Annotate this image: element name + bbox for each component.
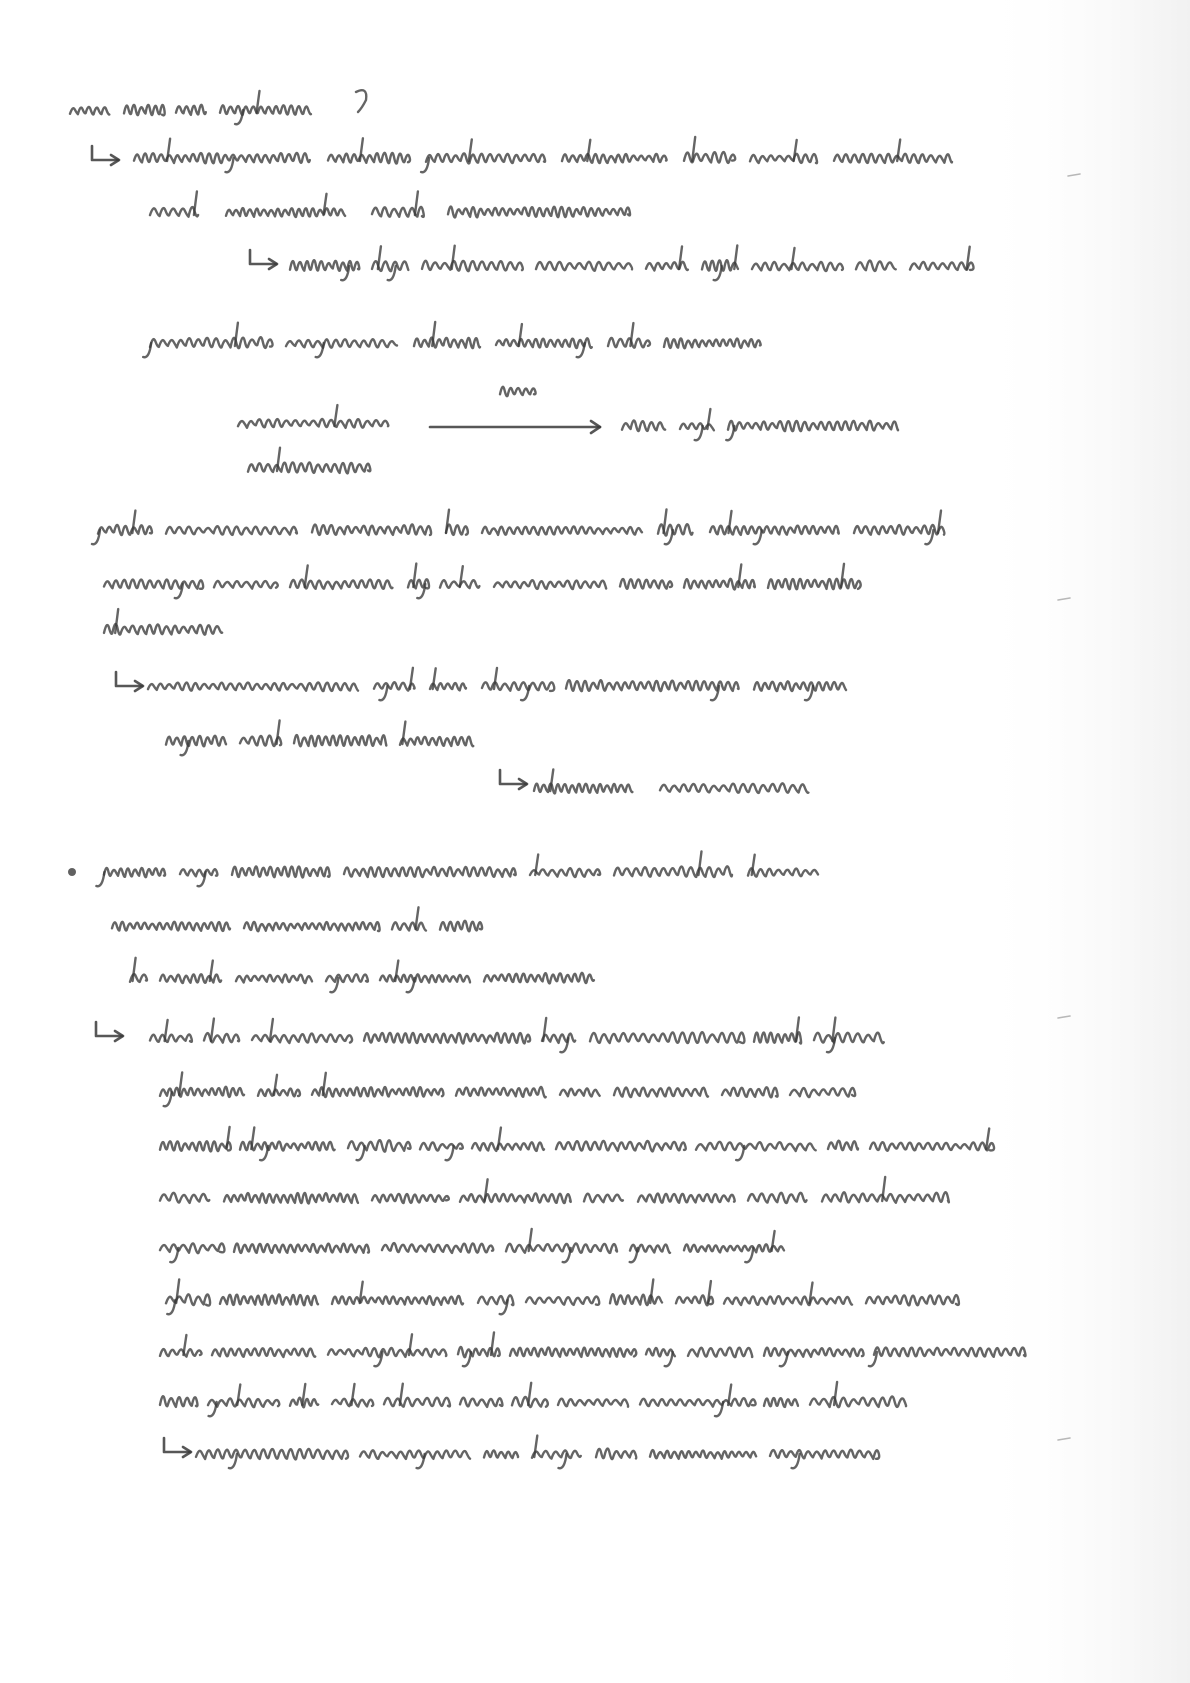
handwritten-word xyxy=(414,338,480,349)
handwritten-stroke xyxy=(324,194,327,215)
handwritten-stroke xyxy=(165,1020,168,1041)
handwritten-word xyxy=(614,866,732,877)
handwritten-word xyxy=(220,1294,318,1305)
handwritten-stroke xyxy=(491,1332,494,1355)
handwritten-word xyxy=(204,1033,239,1042)
handwritten-word xyxy=(660,783,808,793)
handwritten-word xyxy=(610,1294,662,1305)
handwritten-word xyxy=(240,736,281,746)
handwritten-word xyxy=(822,1192,949,1202)
handwritten-word xyxy=(752,262,843,271)
handwritten-word xyxy=(374,682,415,690)
handwritten-word xyxy=(160,1396,197,1407)
handwritten-word xyxy=(638,1194,735,1203)
handwritten-word xyxy=(750,154,817,163)
handwritten-word xyxy=(768,579,861,589)
handwritten-word xyxy=(364,1033,530,1044)
handwritten-word xyxy=(754,681,846,691)
handwritten-word xyxy=(688,1348,752,1357)
question-mark xyxy=(356,90,366,112)
handwritten-stroke xyxy=(378,246,381,269)
handwritten-word xyxy=(814,1033,884,1043)
handwritten-word xyxy=(104,580,203,589)
handwritten-word xyxy=(150,1034,192,1041)
handwritten-word xyxy=(160,1141,231,1151)
margin-mark xyxy=(1068,174,1080,176)
handwritten-word xyxy=(460,1398,502,1407)
handwritten-word xyxy=(646,262,688,271)
handwritten-word xyxy=(560,1089,600,1097)
handwritten-stroke xyxy=(92,530,100,544)
handwritten-word xyxy=(248,462,370,473)
handwritten-word xyxy=(870,1142,994,1151)
handwritten-stroke xyxy=(167,1300,175,1314)
handwritten-word xyxy=(430,683,466,690)
handwritten-word xyxy=(722,1087,778,1097)
handwritten-word xyxy=(166,1294,210,1305)
handwritten-word xyxy=(646,1348,675,1356)
handwritten-word xyxy=(332,1296,463,1305)
handwritten-stroke xyxy=(630,323,633,346)
handwritten-word xyxy=(208,1398,279,1407)
handwritten-stroke xyxy=(417,1454,425,1468)
handwritten-word xyxy=(608,338,650,348)
handwritten-word xyxy=(910,262,974,270)
handwritten-word xyxy=(382,1243,493,1253)
handwritten-word xyxy=(392,922,426,930)
handwritten-stroke xyxy=(485,1179,488,1201)
handwritten-word xyxy=(426,153,545,163)
handwritten-word xyxy=(328,1348,446,1357)
handwritten-word xyxy=(834,154,952,163)
handwritten-word xyxy=(160,1193,209,1203)
handwritten-word xyxy=(724,1296,852,1305)
bullet-dot xyxy=(68,868,76,876)
handwritten-word xyxy=(196,1449,348,1459)
handwritten-stroke xyxy=(869,1352,877,1366)
handwritten-word xyxy=(176,105,206,115)
handwritten-word xyxy=(258,1089,300,1097)
handwritten-word xyxy=(180,869,217,876)
handwritten-word xyxy=(764,1398,798,1407)
handwritten-stroke xyxy=(796,1017,799,1041)
handwritten-word xyxy=(212,1348,315,1357)
handwritten-word xyxy=(500,387,536,396)
handwritten-stroke xyxy=(827,1038,835,1052)
handwritten-stroke xyxy=(534,1436,537,1457)
margin-mark xyxy=(1058,1016,1070,1018)
handwritten-word xyxy=(620,579,672,589)
handwritten-word xyxy=(866,1295,959,1305)
handwritten-stroke xyxy=(235,323,238,346)
handwritten-stroke xyxy=(400,1384,403,1405)
handwritten-word xyxy=(440,921,482,931)
handwritten-word xyxy=(160,974,221,983)
handwritten-word xyxy=(214,581,278,589)
handwritten-word xyxy=(372,1194,449,1203)
handwritten-word xyxy=(596,1449,636,1460)
handwritten-stroke xyxy=(316,343,324,357)
handwritten-word xyxy=(384,1398,450,1407)
handwritten-stroke xyxy=(143,343,151,357)
handwritten-word xyxy=(148,683,358,692)
handwritten-word xyxy=(70,107,109,115)
handwritten-word xyxy=(348,1140,411,1151)
handwritten-word xyxy=(326,974,368,982)
handwritten-stroke xyxy=(210,961,213,981)
handwritten-word xyxy=(650,1450,756,1459)
handwritten-word xyxy=(482,526,642,534)
handwritten-stroke xyxy=(194,192,197,216)
handwritten-word xyxy=(506,1244,617,1253)
handwritten-stroke xyxy=(938,511,941,533)
handwritten-word xyxy=(224,1193,358,1204)
handwritten-stroke xyxy=(211,1019,214,1041)
handwritten-stroke xyxy=(334,405,337,426)
handwritten-word xyxy=(344,867,516,877)
handwritten-word xyxy=(566,680,739,691)
handwritten-word xyxy=(244,922,380,931)
handwritten-stroke xyxy=(728,1385,731,1405)
handwritten-word xyxy=(456,1087,546,1097)
handwritten-word xyxy=(294,735,386,746)
handwritten-stroke xyxy=(237,1385,240,1406)
handwritten-word xyxy=(380,974,470,982)
handwritten-word xyxy=(240,1142,335,1151)
handwritten-stroke xyxy=(841,564,844,587)
handwritten-word xyxy=(400,737,473,746)
handwritten-word xyxy=(530,868,600,877)
handwritten-word xyxy=(460,1193,571,1203)
handwritten-word xyxy=(360,1450,470,1459)
handwritten-word xyxy=(448,207,630,218)
handwritten-stroke xyxy=(227,1127,230,1149)
handwritten-word xyxy=(484,973,594,983)
handwritten-word xyxy=(220,105,311,115)
handwritten-stroke xyxy=(432,322,435,346)
handwritten-stroke xyxy=(360,138,363,161)
handwritten-word xyxy=(422,261,523,271)
handwritten-word xyxy=(252,1034,352,1043)
handwritten-word xyxy=(810,1396,906,1407)
handwritten-word xyxy=(526,1296,599,1304)
handwritten-stroke xyxy=(446,510,449,533)
handwritten-word xyxy=(98,525,152,535)
handwritten-word xyxy=(160,1349,202,1356)
handwritten-stroke xyxy=(167,139,170,161)
handwritten-word xyxy=(312,524,431,535)
handwritten-word xyxy=(484,1451,518,1459)
handwritten-word xyxy=(166,736,226,746)
handwritten-word xyxy=(160,1243,224,1253)
handwritten-word xyxy=(496,338,592,348)
handwritten-word xyxy=(104,624,222,635)
handwritten-word xyxy=(640,1398,756,1406)
handwritten-stroke xyxy=(794,140,797,161)
handwritten-stroke xyxy=(521,686,529,700)
handwritten-word xyxy=(562,154,667,163)
handwritten-stroke xyxy=(664,509,667,533)
handwritten-word xyxy=(828,1141,858,1150)
margin-mark xyxy=(1058,1438,1070,1440)
handwritten-word xyxy=(234,1244,369,1253)
handwritten-word xyxy=(112,922,230,931)
handwritten-word xyxy=(532,1451,581,1459)
handwritten-stroke xyxy=(209,1402,217,1416)
handwritten-word xyxy=(232,867,330,878)
handwritten-word xyxy=(150,207,198,217)
handwritten-stroke xyxy=(452,246,455,269)
handwritten-stroke xyxy=(543,1018,546,1041)
handwritten-word xyxy=(556,1141,686,1151)
handwritten-word xyxy=(472,1142,544,1150)
handwritten-word xyxy=(536,262,632,271)
handwritten-word xyxy=(684,579,755,590)
handwritten-word xyxy=(856,261,896,271)
handwritten-stroke xyxy=(183,1335,186,1355)
handwritten-word xyxy=(124,105,165,115)
handwritten-word xyxy=(590,1032,744,1043)
handwritten-word xyxy=(286,339,397,348)
handwritten-stroke xyxy=(176,1279,179,1303)
handwritten-stroke xyxy=(519,324,522,346)
handwritten-word xyxy=(728,421,898,431)
handwritten-word xyxy=(166,526,297,535)
handwritten-word xyxy=(702,260,738,271)
handwritten-word xyxy=(764,1348,864,1357)
handwritten-word xyxy=(534,784,632,794)
handwritten-stroke xyxy=(421,158,429,172)
handwritten-word xyxy=(328,153,410,164)
handwritten-word xyxy=(510,1347,636,1356)
handwritten-word xyxy=(104,868,165,877)
handwritten-word xyxy=(614,1088,708,1097)
handwritten-word xyxy=(622,420,665,431)
handwritten-word xyxy=(236,975,312,983)
handwritten-word xyxy=(558,1399,628,1407)
handwritten-word xyxy=(696,1142,816,1151)
handwritten-word xyxy=(770,1450,879,1459)
handwritten-word xyxy=(226,208,345,217)
handwritten-word xyxy=(684,1244,784,1252)
handwritten-word xyxy=(446,525,468,535)
handwritten-stroke xyxy=(460,566,463,587)
handwritten-word xyxy=(494,580,606,589)
handwritten-word xyxy=(854,525,944,535)
handwritten-stroke xyxy=(528,1383,531,1405)
handwritten-word xyxy=(584,1194,623,1202)
handwritten-word xyxy=(150,337,273,348)
handwritten-word xyxy=(134,153,310,163)
handwritten-stroke xyxy=(708,1281,711,1303)
handwritten-stroke xyxy=(251,1128,254,1150)
handwritten-word xyxy=(874,1347,1025,1356)
handwritten-word xyxy=(754,1032,801,1043)
handwritten-word xyxy=(420,1142,463,1150)
handwritten-stroke xyxy=(277,721,280,745)
margin-mark xyxy=(1058,598,1070,600)
handwritten-word xyxy=(748,1193,807,1203)
handwritten-word xyxy=(542,1034,575,1043)
handwritten-word xyxy=(238,419,388,428)
handwritten-stroke xyxy=(96,872,104,886)
handwritten-stroke xyxy=(374,1352,382,1366)
handwritten-word xyxy=(748,868,818,876)
handwritten-word xyxy=(312,1087,443,1097)
handwritten-word xyxy=(664,338,761,348)
handwritten-word xyxy=(458,1347,500,1357)
handwritten-word xyxy=(790,1088,855,1097)
handwritten-word xyxy=(482,682,554,691)
handwritten-stroke xyxy=(323,1073,326,1095)
